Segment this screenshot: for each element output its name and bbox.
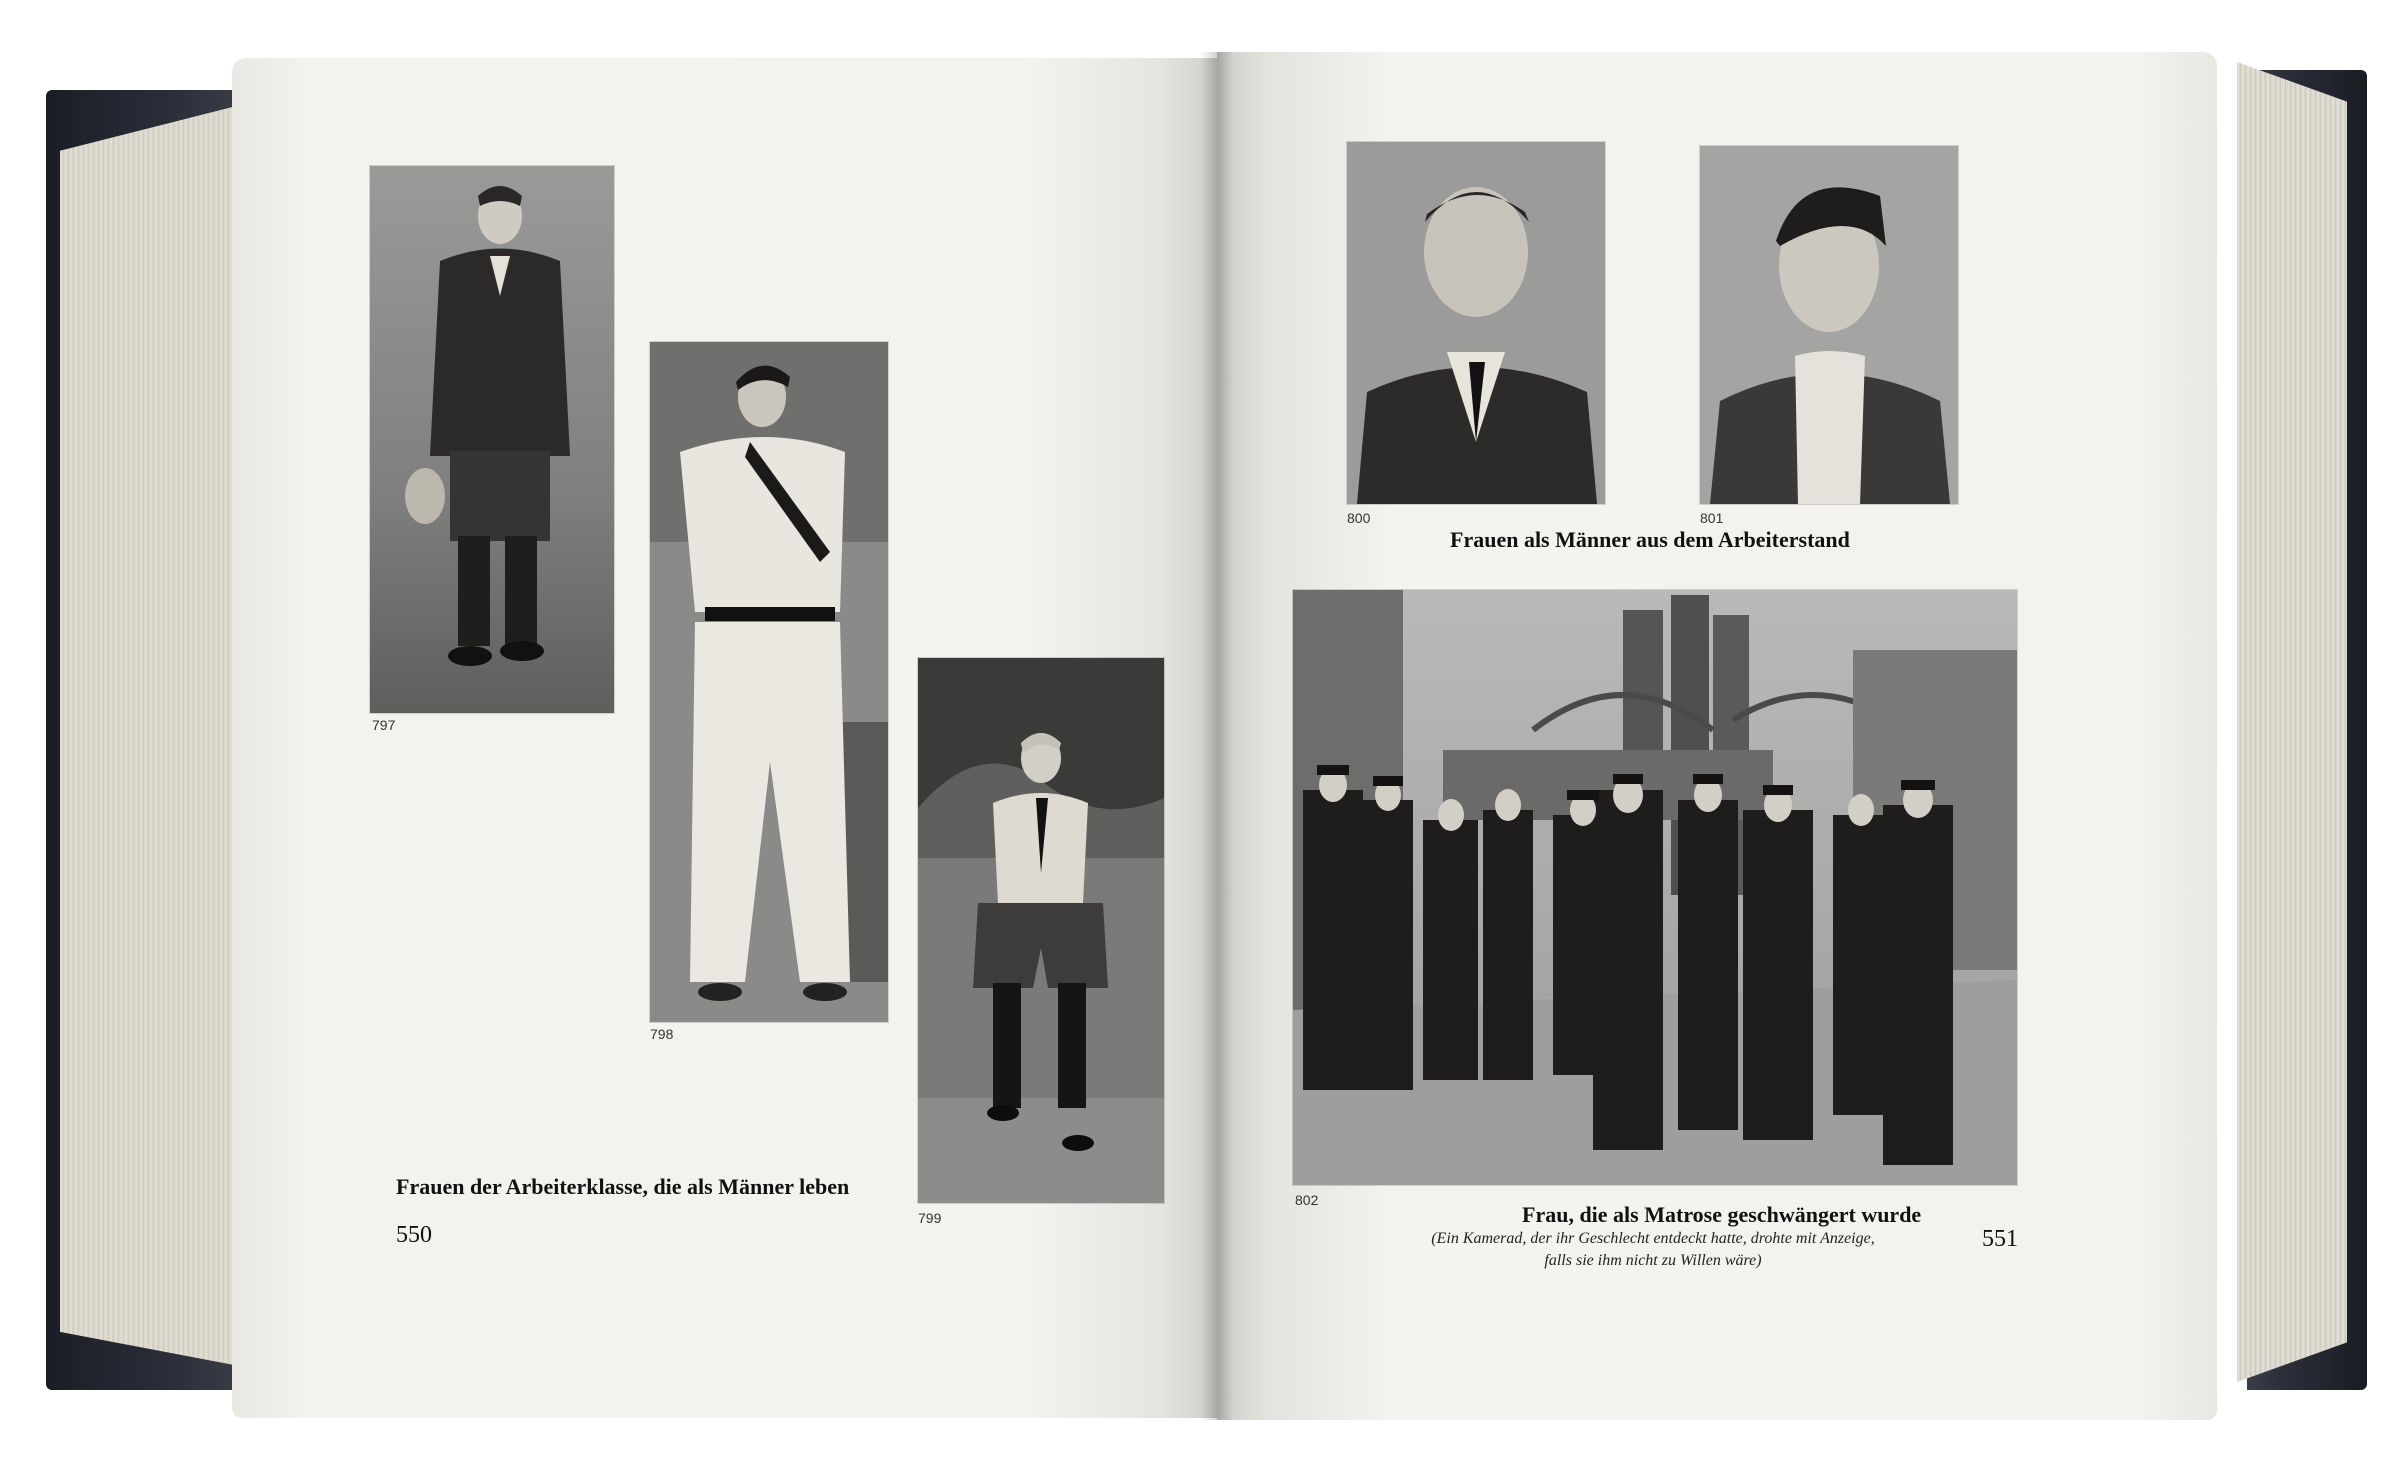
figure-number-798: 798 bbox=[650, 1026, 674, 1042]
book-gutter bbox=[1200, 52, 1234, 1420]
photo-800 bbox=[1347, 142, 1605, 504]
left-page-caption: Frauen der Arbeiterklasse, die als Männer leben bbox=[396, 1174, 850, 1199]
photo-798 bbox=[650, 342, 888, 1022]
photo-799 bbox=[918, 658, 1164, 1203]
subcaption-line-1: (Ein Kamerad, der ihr Geschlecht entdeckt hatte, drohte mit Anzeige, bbox=[1431, 1230, 1875, 1247]
figure-number-802: 802 bbox=[1295, 1192, 1319, 1208]
right-page-bottom-caption: Frau, die als Matrose geschwängert wurde bbox=[1522, 1202, 1922, 1227]
figure-number-801: 801 bbox=[1700, 510, 1724, 526]
photo-801 bbox=[1700, 146, 1958, 504]
right-page-subcaption bbox=[1378, 1228, 1928, 1272]
figure-number-797: 797 bbox=[372, 717, 396, 733]
page-block-left bbox=[60, 100, 260, 1370]
photo-797 bbox=[370, 166, 614, 713]
right-page-top-caption: Frauen als Männer aus dem Arbeiterstand bbox=[1450, 527, 1850, 552]
left-page-number: 550 bbox=[396, 1222, 432, 1248]
subcaption-line-2: falls sie ihm nicht zu Willen wäre) bbox=[1544, 1252, 1762, 1269]
figure-number-799: 799 bbox=[918, 1210, 942, 1226]
photo-802 bbox=[1293, 590, 2017, 1185]
page-block-right bbox=[2237, 62, 2347, 1382]
right-page-number: 551 bbox=[1982, 1226, 2018, 1252]
figure-number-800: 800 bbox=[1347, 510, 1371, 526]
